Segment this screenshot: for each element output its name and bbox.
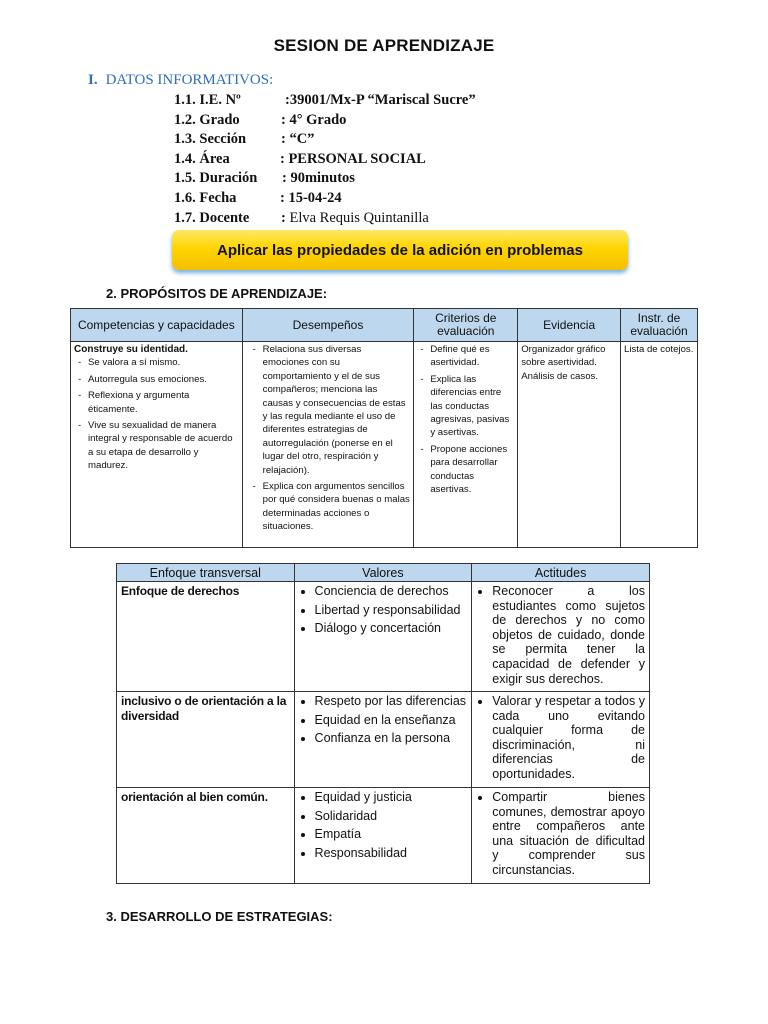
list-item: • Equidad en la enseñanza	[315, 713, 468, 728]
section1-heading-text: DATOS INFORMATIVOS:	[105, 72, 274, 88]
info-value: : 15-04-24	[280, 189, 342, 206]
info-label: 1.3. Sección	[174, 131, 247, 148]
list-item: • Equidad y justicia	[315, 790, 468, 805]
info-label: 1.1. I.E. Nº	[174, 92, 241, 108]
col-header: Valores	[294, 564, 472, 582]
list-item: • Compartir bienes comunes, demostrar apoyo entre compañeros ante una situación de dificultad y comprender sus circunstancias.	[492, 790, 645, 878]
info-row-duracion	[174, 169, 355, 189]
list-item: - Propone acciones para desarrollar conductas asertivas.	[430, 443, 514, 497]
info-row-area	[174, 150, 426, 170]
col-header: Desempeños	[242, 309, 414, 342]
evidencia-cell: Organizador gráfico sobre asertividad. Análisis de casos.	[518, 342, 621, 548]
col-header: Competencias y capacidades	[71, 309, 243, 342]
table-row	[117, 582, 650, 692]
col-header: Evidencia	[518, 309, 621, 342]
list-item: - Explica con argumentos sencillos por qué considera buenas o malas determinadas acciones o situaciones.	[263, 480, 411, 534]
list-item: • Libertad y responsabilidad	[315, 603, 468, 618]
list-item: - Explica las diferencias entre las conductas agresivas, pasivas y asertivas.	[430, 373, 514, 440]
actitudes-cell	[472, 692, 650, 788]
info-label: 1.4. Área	[174, 150, 230, 167]
table-header-row	[117, 564, 650, 582]
docente-name: Elva Requis Quintanilla	[285, 209, 429, 226]
list-item: • Responsabilidad	[315, 846, 468, 861]
list-item: • Conciencia de derechos	[315, 584, 468, 599]
table-header-row	[71, 309, 698, 342]
info-value: : PERSONAL SOCIAL	[280, 150, 426, 167]
info-row-seccion	[174, 130, 315, 150]
table-row	[117, 788, 650, 884]
list-item: - Define qué es asertividad.	[430, 343, 514, 370]
info-row-grado	[174, 111, 347, 131]
page-title: SESION DE APRENDIZAJE	[273, 36, 495, 55]
info-row-ie	[174, 91, 476, 111]
competencia-title: Construye su identidad.	[74, 344, 188, 355]
criterios-cell	[414, 342, 518, 548]
info-value: : 4° Grado	[281, 111, 347, 128]
info-value: : 90minutos	[282, 170, 355, 187]
section2-heading: 2. PROPÓSITOS DE APRENDIZAJE:	[106, 286, 328, 301]
table-row	[117, 692, 650, 788]
session-title-banner: Aplicar las propiedades de la adición en problemas	[172, 230, 628, 270]
list-item: • Respeto por las diferencias	[315, 694, 468, 709]
list-item: - Reflexiona y argumenta éticamente.	[88, 389, 239, 416]
list-item: - Se valora a sí mismo.	[88, 356, 239, 369]
list-item: • Confianza en la persona	[315, 731, 468, 746]
list-item: • Diálogo y concertación	[315, 621, 468, 636]
list-item: - Relaciona sus diversas emociones con su comportamiento y el de sus compañeros; menciona las causas y consecuencias de estas y las regula mediante el uso de diferentes estrategias de autorregulación (ponerse en el lugar del otro, respiración y relajación).	[263, 343, 411, 477]
list-item: • Valorar y respetar a todos y cada uno evitando cualquier forma de discriminación, ni diferencias de oportunidades.	[492, 694, 645, 782]
info-label: 1.5. Duración	[174, 170, 258, 187]
col-header: Instr. de evaluación	[621, 309, 698, 342]
actitudes-cell	[472, 582, 650, 692]
list-item: - Autorregula sus emociones.	[88, 373, 239, 386]
table-row	[71, 342, 698, 548]
enfoque-cell: Enfoque de derechos	[117, 582, 295, 692]
valores-cell	[294, 692, 472, 788]
actitudes-cell	[472, 788, 650, 884]
enfoque-cell: orientación al bien común.	[117, 788, 295, 884]
desempenos-cell	[242, 342, 414, 548]
enfoque-cell: inclusivo o de orientación a la diversidad	[117, 692, 295, 788]
datos-informativos	[174, 91, 476, 228]
valores-cell	[294, 788, 472, 884]
propositos-table	[70, 308, 698, 548]
col-header: Enfoque transversal	[117, 564, 295, 582]
instrumento-cell: Lista de cotejos.	[621, 342, 698, 548]
col-header: Criterios de evaluación	[414, 309, 518, 342]
enfoques-table	[116, 563, 650, 884]
info-label: 1.6. Fecha	[174, 189, 237, 206]
competencias-cell	[71, 342, 243, 548]
list-item: • Solidaridad	[315, 809, 468, 824]
info-value: : “C”	[281, 131, 315, 148]
info-row-docente	[174, 209, 429, 229]
info-label: 1.2. Grado	[174, 111, 240, 128]
info-label: 1.7. Docente	[174, 209, 250, 226]
info-row-fecha	[174, 189, 342, 209]
info-value: :39001/Mx-P “Mariscal Sucre”	[285, 92, 476, 108]
list-item: • Reconocer a los estudiantes como sujetos de derechos y no como objetos de cuidado, donde se permita tener la capacidad de defender y exigir sus derechos.	[492, 584, 645, 686]
col-header: Actitudes	[472, 564, 650, 582]
info-value	[281, 209, 429, 229]
valores-cell	[294, 582, 472, 692]
section3-heading: 3. DESARROLLO DE ESTRATEGIAS:	[106, 909, 333, 924]
info-value-prefix: :	[281, 209, 286, 226]
section1-number: I.	[88, 72, 98, 88]
section1-heading	[88, 72, 273, 89]
list-item: • Empatía	[315, 827, 468, 842]
list-item: - Vive su sexualidad de manera integral y responsable de acuerdo a su etapa de desarrollo y madurez.	[88, 419, 239, 473]
